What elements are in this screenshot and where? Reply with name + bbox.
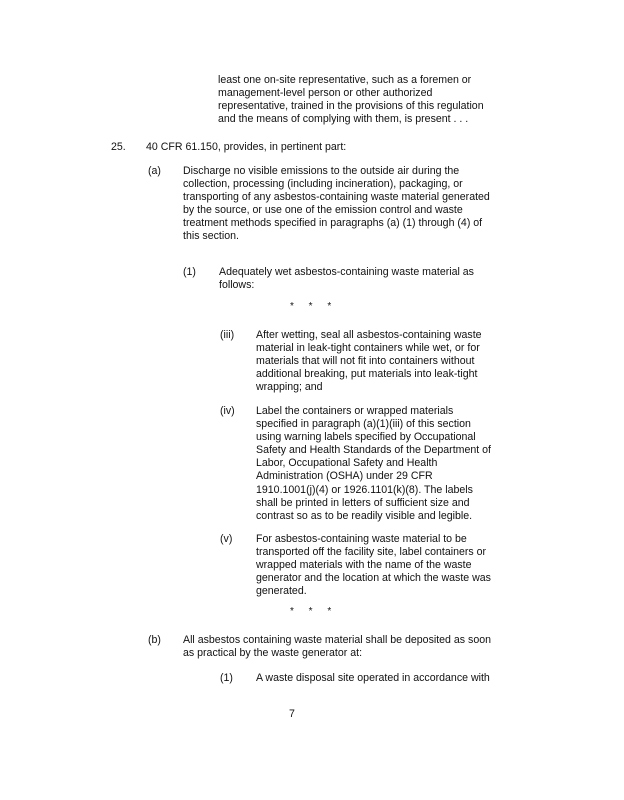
text-line: All asbestos containing waste material shall be deposited as soon xyxy=(183,634,491,646)
text-line: generated. xyxy=(256,585,307,598)
item-a1-text xyxy=(219,266,474,292)
text-line: wrapped materials with the name of the waste xyxy=(256,559,472,572)
text-line: least one on-site representative, such as a foremen or xyxy=(218,74,472,86)
text-line: as practical by the waste generator at: xyxy=(183,647,363,660)
text-line: specified in paragraph (a)(1)(iii) of this section xyxy=(256,418,471,431)
item-v-text xyxy=(256,533,491,598)
text-line: this section. xyxy=(183,230,239,243)
subsection-a-text xyxy=(183,165,490,244)
text-line: representative, trained in the provisions of this regulation xyxy=(218,100,484,113)
subsection-label-a: (a) xyxy=(148,165,161,177)
text-line: transporting of any asbestos-containing waste material generated xyxy=(183,191,490,204)
paragraph-number-25: 25. xyxy=(111,141,126,153)
item-label-b1: (1) xyxy=(220,672,233,684)
text-line: transported off the facility site, label containers or xyxy=(256,546,487,559)
text-line: Adequately wet asbestos-containing waste material as xyxy=(219,266,474,278)
text-line: follows: xyxy=(219,279,255,292)
text-line: wrapping; and xyxy=(256,381,323,394)
text-line: materials that will not fit into containers without xyxy=(256,355,475,368)
text-line: treatment methods specified in paragraphs (a) (1) through (4) of xyxy=(183,217,483,230)
item-b1-text: A waste disposal site operated in accordance with xyxy=(256,672,490,684)
text-line: For asbestos-containing waste material to be xyxy=(256,533,467,545)
subsection-label-b: (b) xyxy=(148,634,161,646)
text-line: contrast so as to be readily visible and legible. xyxy=(256,509,473,522)
text-line: After wetting, seal all asbestos-containing waste xyxy=(256,329,482,341)
text-line: collection, processing (including incineration), packaging, or xyxy=(183,178,463,191)
text-line: management-level person or other authorized xyxy=(218,87,433,100)
text-line: using warning labels specified by Occupational xyxy=(256,431,476,444)
text-line: by the source, or use one of the emission control and waste xyxy=(183,204,463,217)
quote-intro xyxy=(218,74,484,126)
paragraph-25-text: 40 CFR 61.150, provides, in pertinent part: xyxy=(146,141,347,153)
item-label-iii: (iii) xyxy=(220,329,235,341)
page-number: 7 xyxy=(289,708,295,720)
ellipsis-stars: * * * xyxy=(290,301,338,312)
text-line: Discharge no visible emissions to the outside air during the xyxy=(183,165,460,177)
item-iv-text xyxy=(256,405,491,523)
item-label-a1: (1) xyxy=(183,266,196,278)
subsection-b-text xyxy=(183,634,491,660)
text-line: and the means of complying with them, is present . . . xyxy=(218,113,469,126)
text-line: shall be printed in letters of sufficient size and xyxy=(256,496,470,509)
text-line: additional breaking, put materials into leak-tight xyxy=(256,368,478,381)
text-line: material in leak-tight containers while wet, or for xyxy=(256,342,480,355)
text-line: Safety and Health Standards of the Department of xyxy=(256,444,491,457)
item-label-iv: (iv) xyxy=(220,405,235,417)
text-line: Label the containers or wrapped materials xyxy=(256,405,454,417)
item-label-v: (v) xyxy=(220,533,233,545)
text-line: 1910.1001(j)(4) or 1926.1101(k)(8). The labels xyxy=(256,483,473,496)
text-line: generator and the location at which the waste was xyxy=(256,572,491,585)
item-iii-text xyxy=(256,329,482,394)
text-line: Administration (OSHA) under 29 CFR xyxy=(256,470,433,483)
text-line: Labor, Occupational Safety and Health xyxy=(256,457,438,470)
ellipsis-stars: * * * xyxy=(290,606,338,617)
